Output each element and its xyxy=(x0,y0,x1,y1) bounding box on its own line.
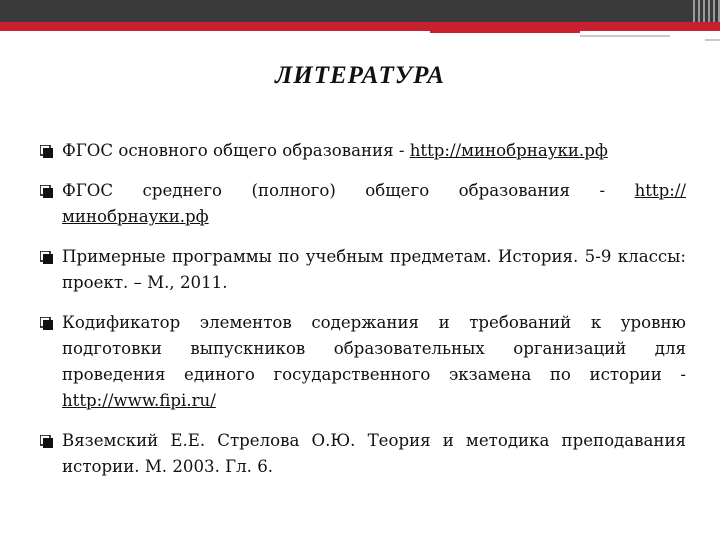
list-item-text xyxy=(62,138,686,164)
accent-line-red xyxy=(430,31,580,33)
list-item-text: Вяземский Е.Е. Стрелова О.Ю. Теория и методика преподавания истории. М. 2003. Гл. 6. xyxy=(62,431,686,476)
header-stripes-decoration xyxy=(690,0,720,22)
checkbox-square-icon xyxy=(40,145,53,158)
reference-text: ФГОС основного общего образования - xyxy=(62,141,410,160)
list-item-text: Примерные программы по учебным предметам. История. 5-9 классы: проект. – М., 2011. xyxy=(62,247,686,292)
checkbox-square-icon xyxy=(40,185,53,198)
reference-text: ФГОС среднего (полного) общего образования - xyxy=(62,181,635,200)
reference-list xyxy=(40,138,686,494)
checkbox-square-icon xyxy=(40,317,53,330)
reference-text: Кодификатор элементов содержания и требований к уровню подготовки выпускников образовательных организаций для проведения единого государственного экзамена по истории - xyxy=(62,313,686,384)
reference-link[interactable]: http://www.fipi.ru/ xyxy=(62,391,216,410)
reference-link[interactable]: http://минобрнауки.рф xyxy=(409,141,608,160)
reference-link[interactable]: http://минобрнауки.рф xyxy=(62,181,686,226)
list-item xyxy=(40,138,686,164)
list-item xyxy=(40,310,686,414)
header-dark-bar xyxy=(0,0,720,22)
slide-title: ЛИТЕРАТУРА xyxy=(275,62,445,89)
list-item-text xyxy=(62,178,686,230)
list-item-text xyxy=(62,310,686,414)
accent-line-gray-short xyxy=(705,39,720,41)
accent-line-gray xyxy=(580,35,670,37)
list-item xyxy=(40,244,686,296)
checkbox-square-icon xyxy=(40,435,53,448)
list-item xyxy=(40,178,686,230)
list-item xyxy=(40,428,686,480)
header-red-band xyxy=(0,22,720,31)
checkbox-square-icon xyxy=(40,251,53,264)
